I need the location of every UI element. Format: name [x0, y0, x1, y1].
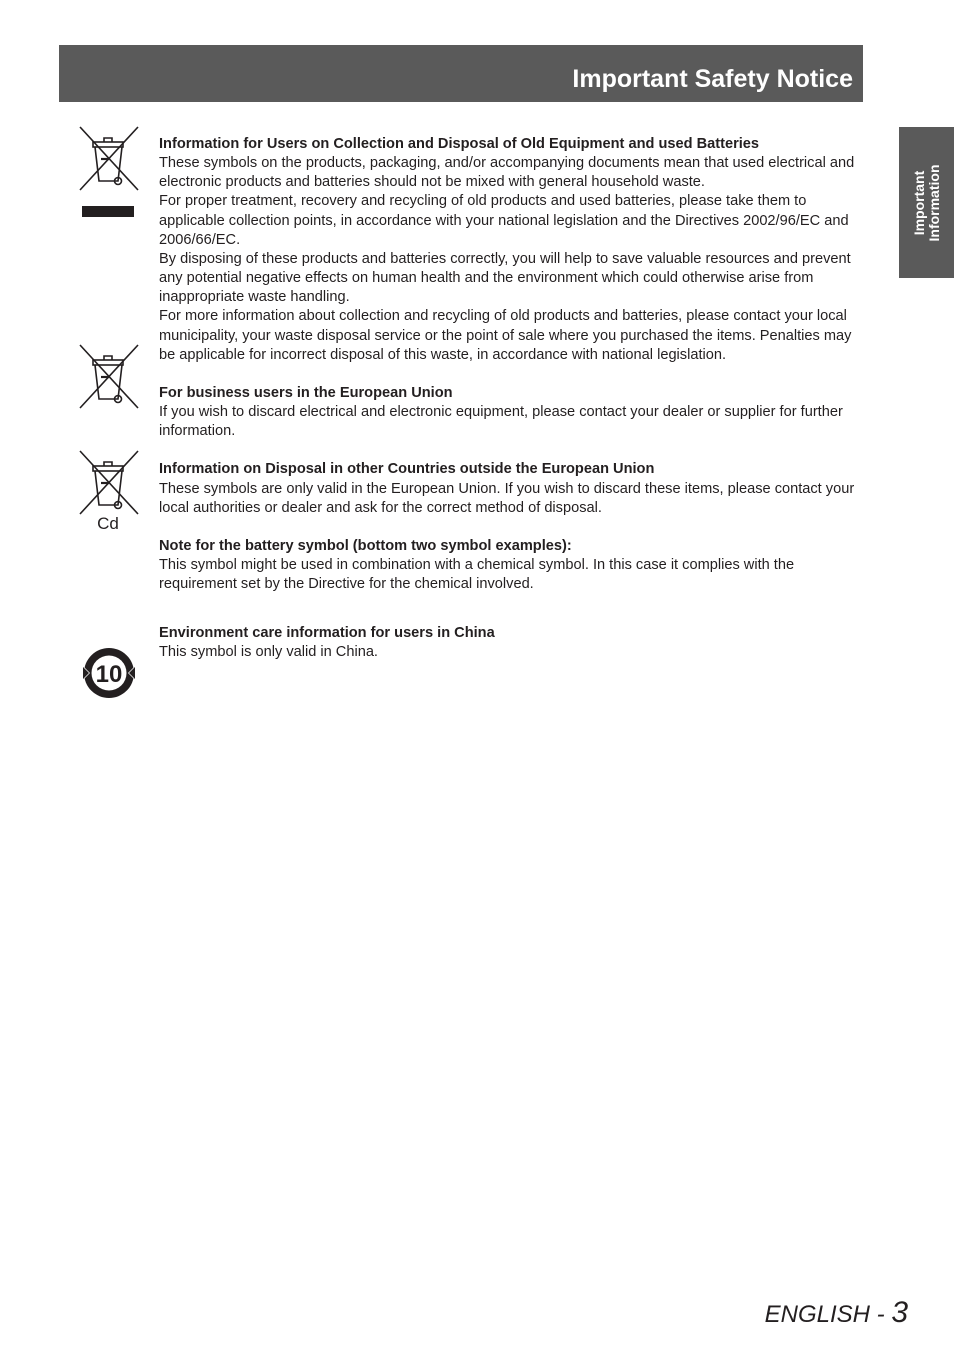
disposal-paragraph: For proper treatment, recovery and recycling of old products and used batteries, please take them to applicable collection points, in accordance with your national legislation and the Directives 2002/96/EC and 2006/66/EC. [159, 193, 849, 248]
page-footer [765, 1296, 908, 1330]
content [159, 135, 864, 663]
side-tab[interactable] [899, 127, 954, 278]
china-heading: Environment care information for users in China [159, 625, 495, 642]
outside-eu-heading: Information on Disposal in other Countries outside the European Union [159, 461, 655, 478]
business-section [159, 384, 864, 441]
page-number: 3 [891, 1296, 908, 1329]
side-tab-line-1: Important [910, 170, 927, 235]
footer-language: ENGLISH [764, 1301, 870, 1328]
disposal-heading: Information for Users on Collection and Disposal of Old Equipment and used Batteries [159, 136, 760, 152]
outside-eu-text: These symbols are only valid in the European Union. If you wish to discard these items, please contact your local authorities or dealer and ask for the correct method of disposal. [159, 480, 855, 516]
crossed-bin-icon [78, 343, 140, 411]
business-text: If you wish to discard electrical and electronic equipment, please contact your dealer or supplier for further information. [159, 404, 843, 440]
china-symbol-number: 10 [95, 661, 123, 688]
business-heading: For business users in the European Union [159, 384, 453, 401]
battery-note-heading: Note for the battery symbol (bottom two symbol examples): [159, 537, 572, 554]
header-bar [59, 45, 863, 102]
battery-note-section [159, 537, 864, 594]
china-text: This symbol is only valid in China. [159, 644, 378, 661]
disposal-section [159, 135, 864, 365]
crossed-bin-cd-icon [78, 449, 140, 537]
disposal-paragraph: By disposing of these products and batteries correctly, you will help to save valuable resources and prevent any potential negative effects on human health and the environment which could otherwise arise from inappropriate waste handling. [159, 250, 851, 306]
china-section [159, 624, 864, 662]
cd-label: Cd [97, 514, 119, 533]
china-epup-10-icon [80, 646, 138, 700]
disposal-paragraph: For more information about collection and recycling of old products and batteries, please contact your local municipality, your waste disposal service or the point of sale where you purchased the items. Penalties may be applicable for incorrect disposal of this waste, in accordance with national legislation. [159, 308, 852, 363]
page-title: Important Safety Notice [572, 65, 853, 93]
footer-separator: - [869, 1301, 892, 1328]
side-tab-label [912, 164, 942, 241]
battery-note-text: This symbol might be used in combination with a chemical symbol. In this case it complies with the requirement set by the Directive for the chemical involved. [159, 556, 795, 593]
crossed-bin-with-bar-icon [78, 125, 140, 219]
disposal-paragraph: These symbols on the products, packaging, and/or accompanying documents mean that used electrical and electronic products and batteries should not be mixed with general household waste. [159, 155, 855, 191]
outside-eu-section [159, 460, 864, 517]
side-tab-line-2: Information [925, 164, 942, 241]
